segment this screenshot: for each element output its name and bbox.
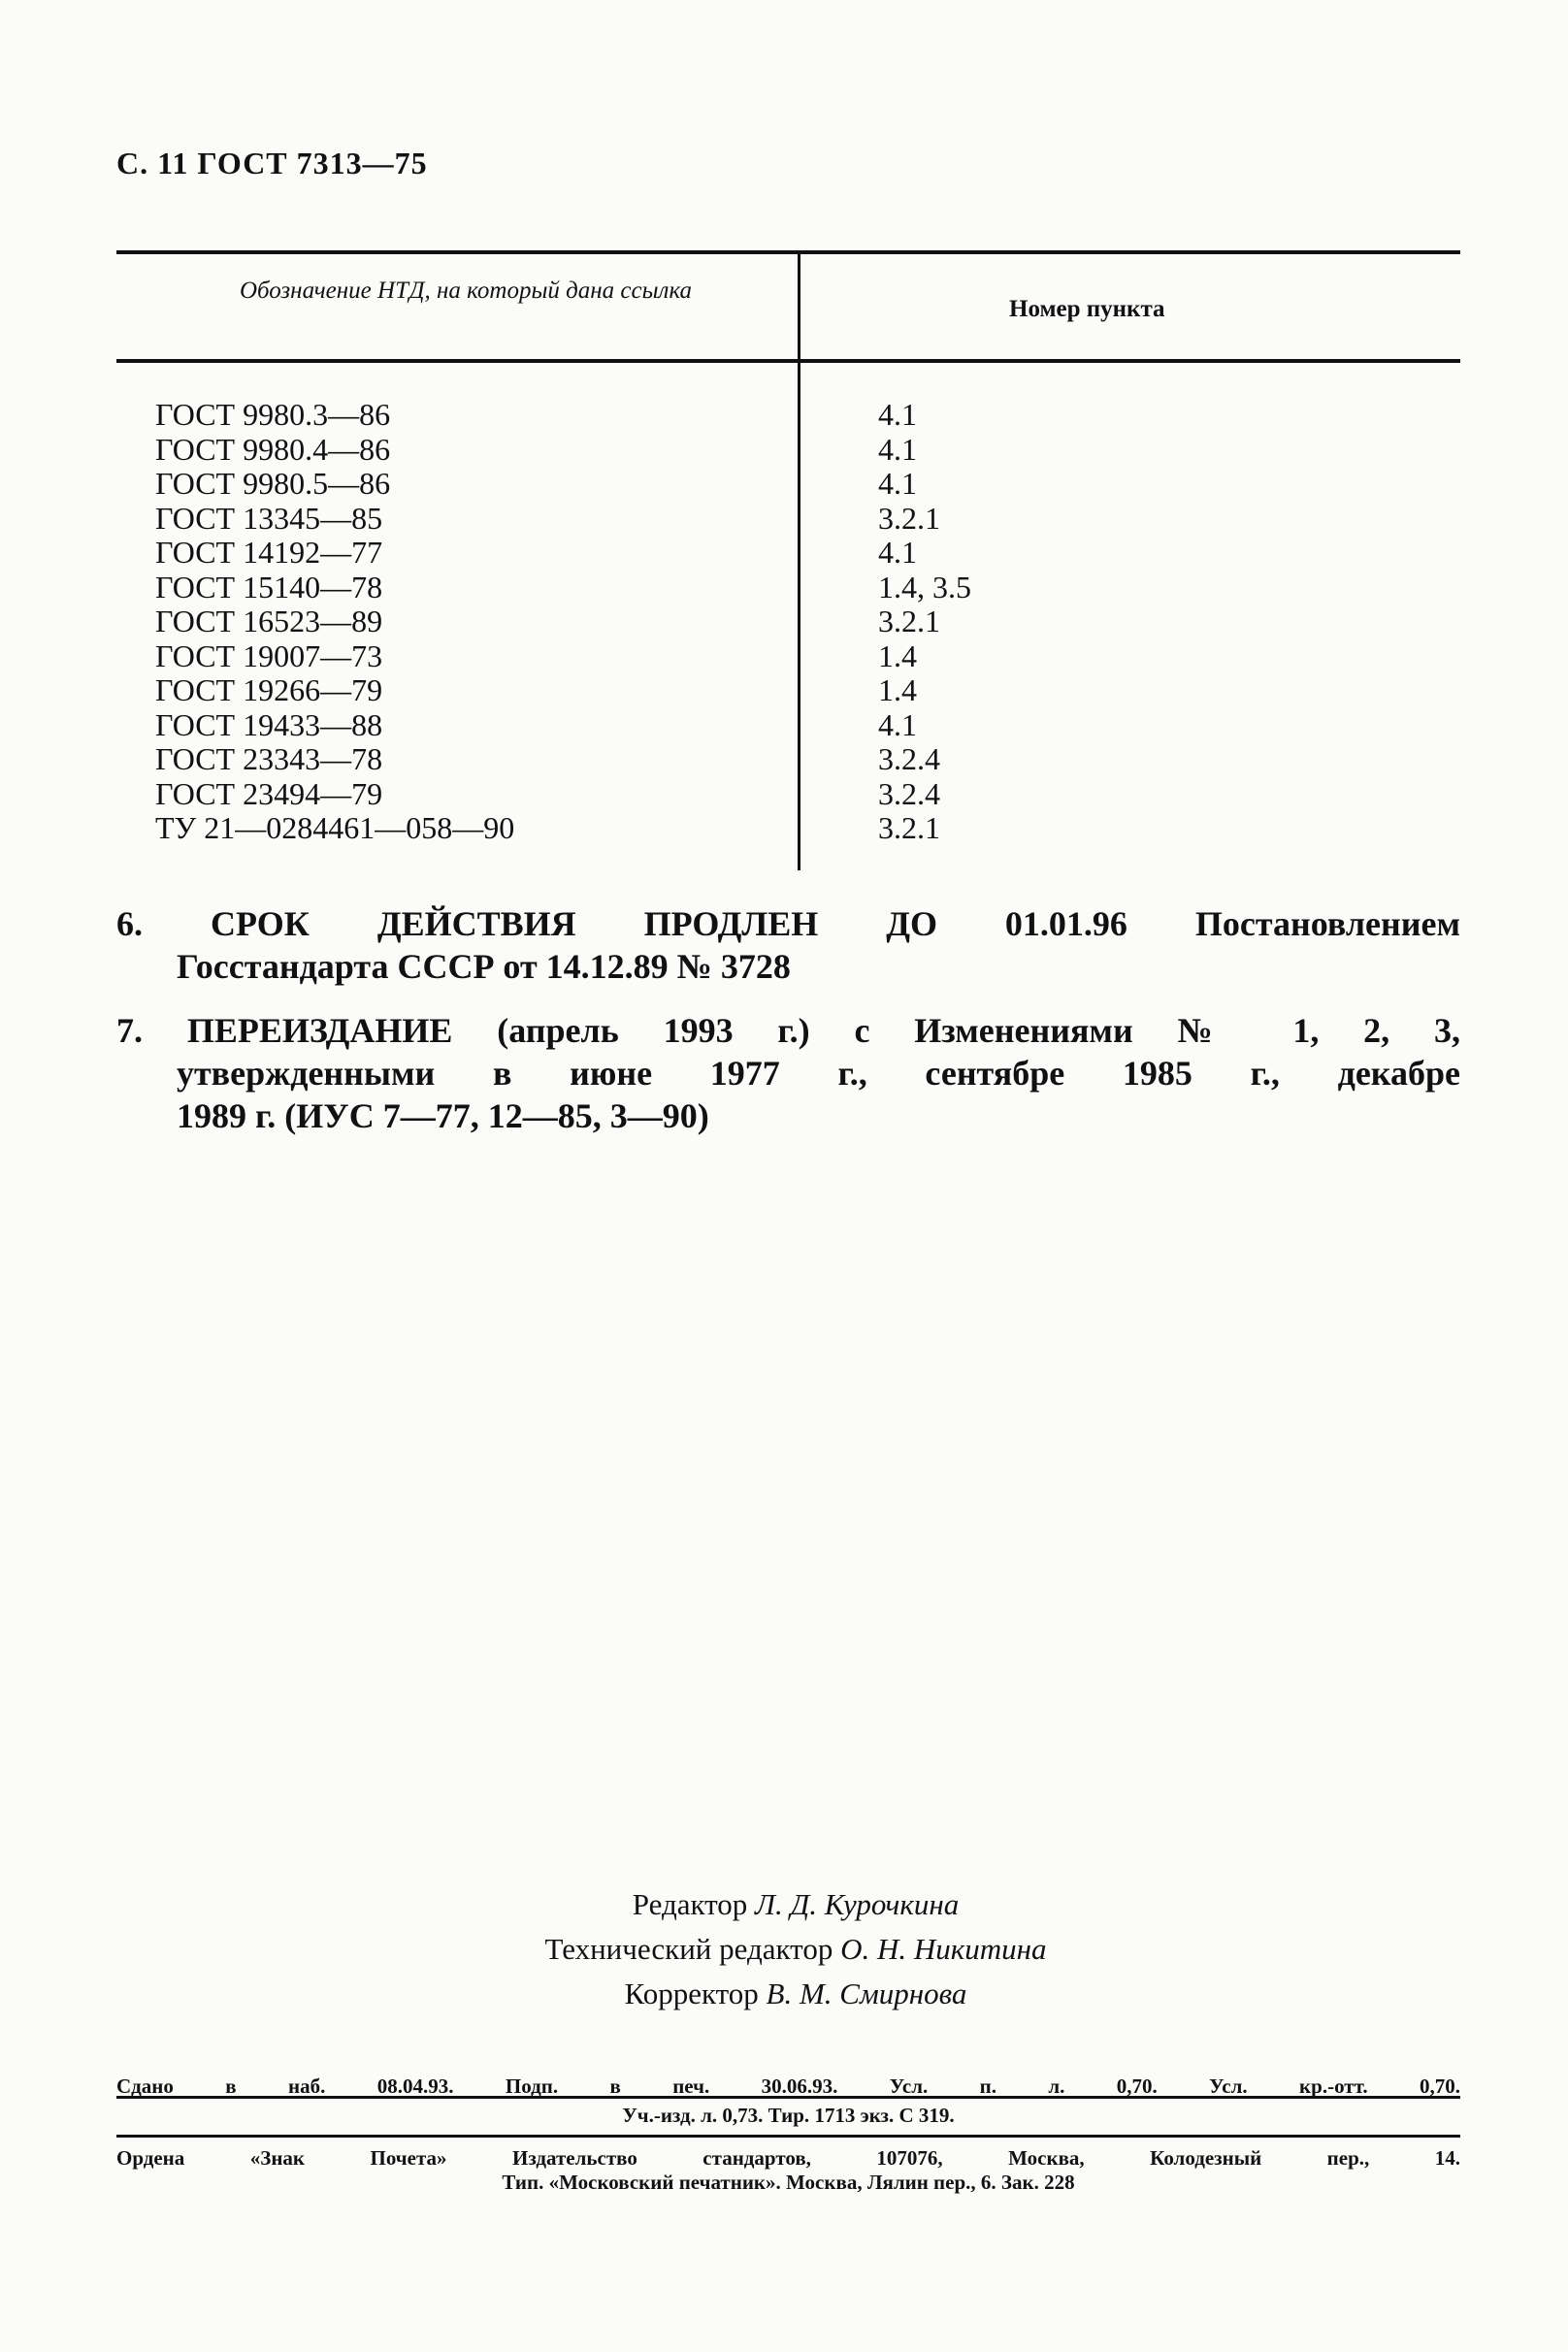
note-7-line-2: утвержденными в июне 1977 г., сентябре 1985 г., декабре xyxy=(177,1054,1460,1093)
table-cell-item: 1.4, 3.5 xyxy=(878,569,971,604)
table-header-rule xyxy=(116,359,1460,363)
note-6-line-2: Госстандарта СССР от 14.12.89 № 3728 xyxy=(177,947,791,986)
table-cell-ref: ГОСТ 23494—79 xyxy=(155,775,383,811)
imprint-line-2: Уч.-изд. л. 0,73. Тир. 1713 экз. С 319. xyxy=(622,2104,955,2127)
imprint-middle-rule xyxy=(116,2135,1460,2138)
table-cell-ref: ГОСТ 15140—78 xyxy=(155,569,383,604)
table-cell-item: 1.4 xyxy=(878,672,917,707)
table-cell-item: 1.4 xyxy=(878,637,917,673)
table-cell-item: 3.2.4 xyxy=(878,741,940,776)
table-cell-ref: ГОСТ 19433—88 xyxy=(155,706,383,742)
table-top-rule xyxy=(116,250,1460,254)
imprint-line-3: Ордена «Знак Почета» Издательство стандартов, 107076, Москва, Колодезный пер., 14. xyxy=(116,2146,1460,2170)
table-cell-item: 4.1 xyxy=(878,431,917,467)
editor-name: Л. Д. Курочкина xyxy=(755,1887,960,1921)
table-cell-item: 3.2.4 xyxy=(878,775,940,811)
note-6 xyxy=(116,902,1460,988)
imprint-block-1b xyxy=(116,2104,1460,2128)
table-cell-item: 4.1 xyxy=(878,466,917,501)
table-cell-item: 3.2.1 xyxy=(878,604,940,638)
note-7-line-3: 1989 г. (ИУС 7—77, 12—85, 3—90) xyxy=(177,1096,709,1135)
corrector-label: Корректор xyxy=(624,1976,759,2010)
table-item-column xyxy=(878,398,971,846)
table-ref-column xyxy=(155,398,514,846)
note-7 xyxy=(116,1009,1460,1137)
table-cell-ref: ГОСТ 14192—77 xyxy=(155,535,383,570)
table-cell-ref: ГОСТ 19266—79 xyxy=(155,672,383,707)
tech-editor-label: Технический редактор xyxy=(544,1932,833,1966)
credits-block xyxy=(456,1882,1135,2016)
corrector-name: В. М. Смирнова xyxy=(766,1976,967,2010)
table-cell-ref: ГОСТ 13345—85 xyxy=(155,500,383,536)
table-cell-item: 4.1 xyxy=(878,397,917,432)
table-cell-ref: ГОСТ 19007—73 xyxy=(155,637,383,673)
table-column-divider xyxy=(798,254,800,870)
editor-label: Редактор xyxy=(632,1887,748,1921)
table-cell-ref: ГОСТ 9980.5—86 xyxy=(155,466,391,501)
table-cell-ref: ГОСТ 9980.4—86 xyxy=(155,431,391,467)
table-column-header-ref: Обозначение НТД, на который дана ссылка xyxy=(239,278,693,304)
table-column-header-item: Номер пункта xyxy=(1009,296,1165,322)
note-7-line-1: 7. ПЕРЕИЗДАНИЕ (апрель 1993 г.) с Изменениями № 1, 2, 3, xyxy=(116,1011,1460,1050)
table-cell-ref: ГОСТ 23343—78 xyxy=(155,741,383,776)
imprint-line-1: Сдано в наб. 08.04.93. Подп. в печ. 30.06.93. Усл. п. л. 0,70. Усл. кр.-отт. 0,70. xyxy=(116,2074,1460,2098)
credit-editor xyxy=(456,1882,1135,1927)
table-cell-ref: ГОСТ 16523—89 xyxy=(155,604,383,638)
note-6-line-1: 6. СРОК ДЕЙСТВИЯ ПРОДЛЕН ДО 01.01.96 Постановлением xyxy=(116,904,1460,943)
table-cell-ref: ТУ 21—0284461—058—90 xyxy=(155,810,515,845)
page-header: С. 11 ГОСТ 7313—75 xyxy=(116,146,428,180)
table-cell-item: 4.1 xyxy=(878,706,917,742)
credit-tech-editor xyxy=(456,1927,1135,1972)
imprint-line-4: Тип. «Московский печатник». Москва, Лялин пер., 6. Зак. 228 xyxy=(502,2171,1075,2194)
table-cell-ref: ГОСТ 9980.3—86 xyxy=(155,397,391,432)
table-cell-item: 3.2.1 xyxy=(878,810,940,845)
imprint-block-1 xyxy=(116,2074,1460,2099)
imprint-block-2 xyxy=(116,2146,1460,2195)
table-cell-item: 3.2.1 xyxy=(878,500,940,536)
table-cell-item: 4.1 xyxy=(878,535,917,570)
credit-corrector xyxy=(456,1972,1135,2016)
tech-editor-name: О. Н. Никитина xyxy=(840,1932,1047,1966)
